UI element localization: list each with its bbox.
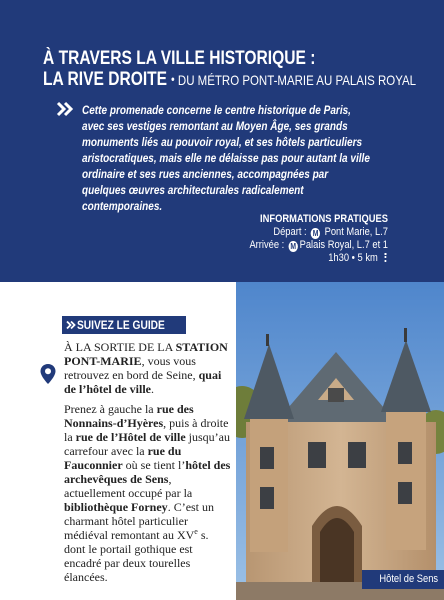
guide-text-run: s. dont le portail gothique est encadré par deux tourelles élancées.: [64, 528, 209, 584]
arrivee-label: Arrivée :: [249, 239, 285, 251]
station-name: STATION PONT-MARIE: [64, 340, 228, 368]
depart-value: Pont Marie, L.7: [324, 226, 388, 238]
location-pin-icon: [39, 363, 57, 385]
library-name: bibliothèque Forney: [64, 500, 168, 514]
photo-caption: [362, 570, 444, 589]
intro-paragraph: [82, 102, 370, 214]
guide-text-run: À LA SORTIE DE LA: [64, 340, 173, 354]
chevron-double-icon: [56, 100, 74, 118]
guide-text-run: .: [151, 382, 154, 396]
depart-label: Départ :: [273, 226, 307, 238]
guide-paragraph-2: [64, 402, 232, 584]
guide-text-run: . C’est un charmant hôtel particulier médiéval remontant au XV: [64, 500, 215, 542]
guide-text: [64, 340, 232, 590]
metro-icon: M: [312, 229, 319, 238]
title-separator: •: [171, 72, 175, 86]
dotted-marker: [385, 253, 388, 262]
century-superscript: e: [194, 527, 198, 536]
practical-info-depart: [249, 226, 388, 239]
title-line-1: À TRAVERS LA VILLE HISTORIQUE :: [43, 48, 316, 69]
guide-text-run: où se tient l’: [125, 458, 186, 472]
guide-text-run: , puis à droite la: [64, 416, 229, 444]
duration-value: 1h30: [328, 252, 350, 264]
guide-badge-label: SUIVEZ LE GUIDE: [77, 318, 165, 332]
distance-value: 5 km: [357, 252, 378, 264]
practical-info-arrivee: [249, 239, 388, 252]
practical-info-heading: INFORMATIONS PRATIQUES: [260, 213, 388, 225]
metro-icon: M: [290, 242, 297, 251]
street-name: rue du Fauconnier: [64, 444, 182, 472]
guide-text-run: jusqu’au carrefour avec la: [64, 430, 230, 458]
guide-paragraph-1: [64, 340, 232, 396]
intro-text: Cette promenade concerne le centre historique de Paris, avec ses vestiges remontant au Moyen Âge, ses grands monuments liés au pouvoir royal, et ses hôtels particuliers aristocratiques, mais elle ne délaisse pas pour autant la ville ordinaire et ses rues anciennes, accompagnées par quelques œuvres architecturales radicalement contemporaines.: [82, 103, 370, 213]
street-name: rue de l’Hôtel de ville: [75, 430, 186, 444]
guide-text-run: Prenez à gauche la: [64, 402, 154, 416]
title-subtitle: DU MÉTRO PONT-MARIE AU PALAIS ROYAL: [177, 72, 417, 88]
arrivee-value: Palais Royal, L.7 et 1: [299, 239, 388, 251]
chevron-double-icon: [66, 320, 76, 330]
title-line-2: [43, 69, 417, 92]
practical-info: [225, 213, 388, 265]
page-title: [43, 48, 433, 92]
practical-info-duration: [249, 252, 388, 265]
guide-text-run: , actuellement occupé par la: [64, 472, 193, 500]
guide-text-run: , vous vous retrouvez en bord de Seine,: [64, 354, 196, 382]
hotel-de-sens-photo: [236, 282, 444, 600]
photo-caption-text: Hôtel de Sens: [379, 573, 438, 585]
duration-separator: •: [351, 252, 355, 264]
title-rive-droite: LA RIVE DROITE: [43, 69, 168, 90]
header-banner: [0, 0, 444, 282]
monument-name: hôtel des archevêques de Sens: [64, 458, 231, 486]
street-name: rue des Nonnains-d’Hyères: [64, 402, 194, 430]
hotel-de-sens-illustration: [236, 282, 444, 600]
guide-badge: [62, 316, 186, 334]
quai-name: quai de l’hôtel de ville: [64, 368, 222, 396]
